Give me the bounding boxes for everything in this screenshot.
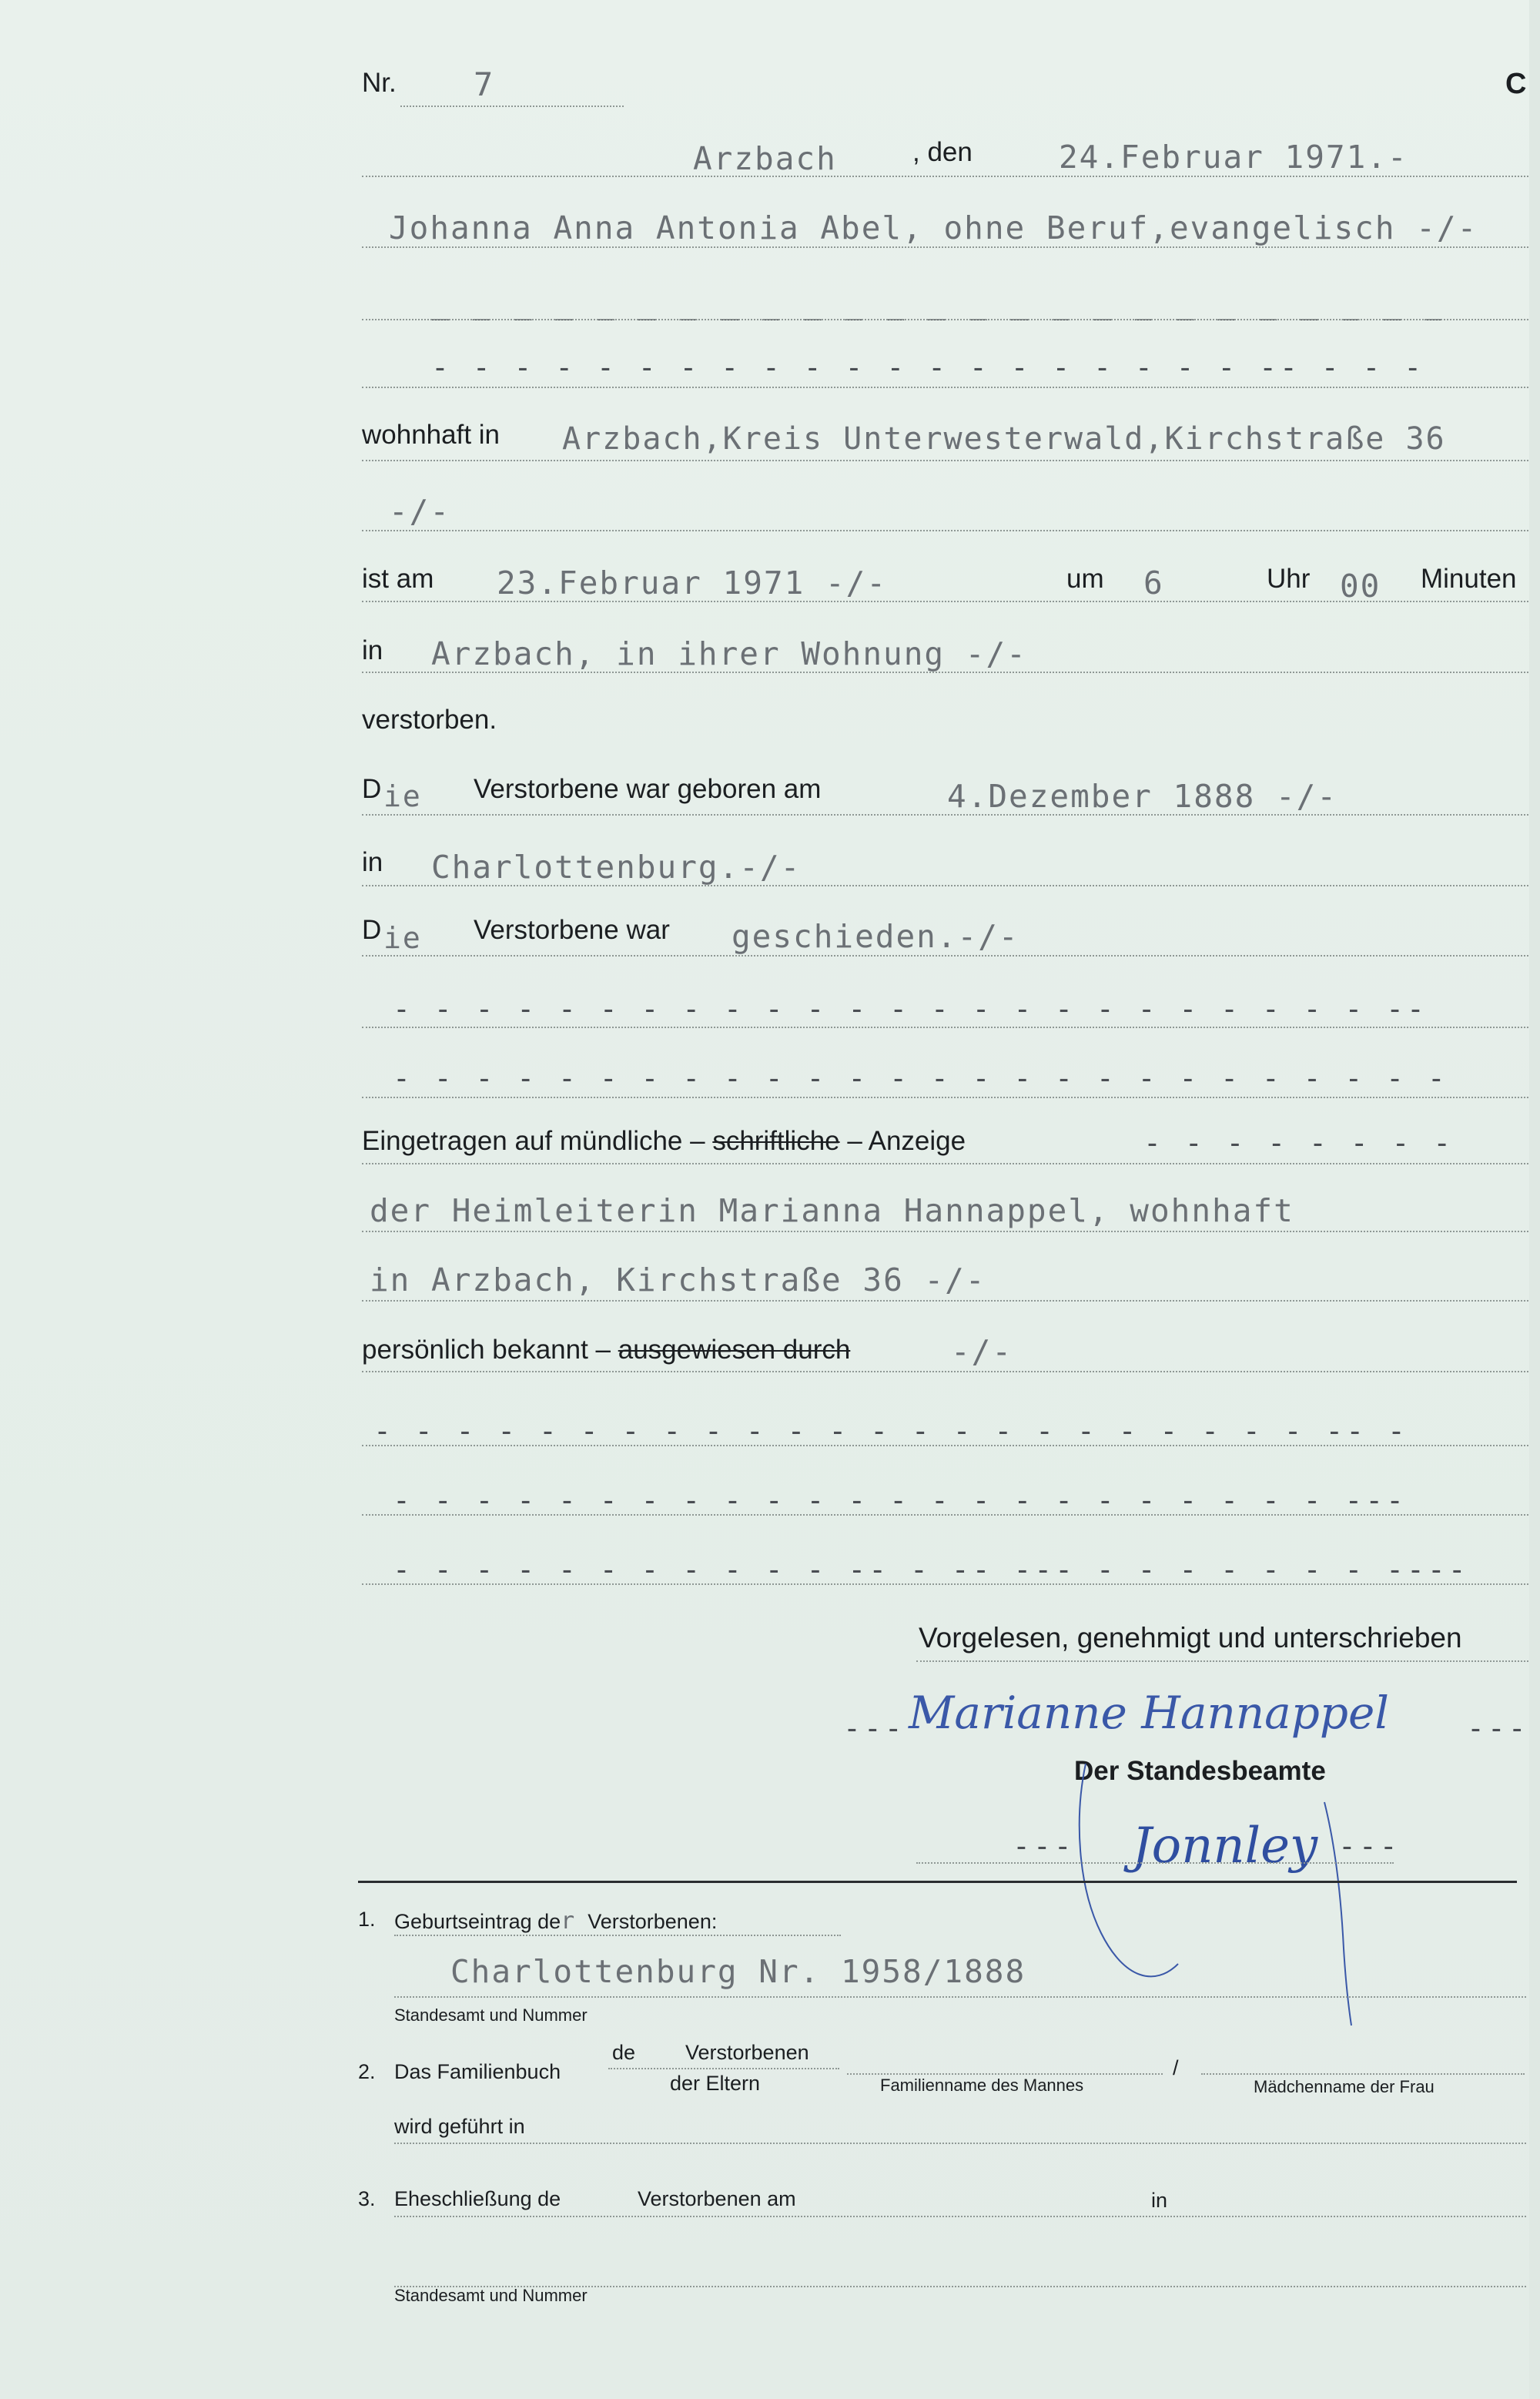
death-hour: 6 [1143,565,1164,601]
item2-mann-rule [847,2073,1163,2075]
item2-eltern: der Eltern [670,2072,761,2095]
residence-continued: -/- [389,493,451,530]
death-time-rule [362,601,1528,602]
place-of-record: Arzbach [693,140,837,177]
footer-separator [358,1881,1517,1883]
status-label: Verstorbene war [474,915,670,945]
item1-label-b: Verstorbenen: [588,1910,718,1933]
die2-prefix: D [362,915,382,945]
death-minutes: 00 [1340,568,1381,605]
item2-number: 2. [358,2060,376,2083]
filler-line-2: - - - - - - - - - - - - - - - - - - - - -- - - - [431,350,1425,384]
item2-mann: Familienname des Mannes [880,2076,1084,2095]
filler-line-4: - - - - - - - - - - - - - - - - - - - - - - - - - - [393,1061,1448,1095]
birth-registry-entry: Charlottenburg Nr. 1958/1888 [450,1953,1026,1990]
item3-number: 3. [358,2187,376,2210]
residence-rule [362,460,1528,461]
form-letter: C [1505,68,1527,100]
residence-rule-2 [362,530,1528,531]
deceased-name-line: Johanna Anna Antonia Abel, ohne Beruf,evangelisch -/- [389,209,1478,246]
page-edge [1529,0,1540,2399]
birth-place-rule [362,885,1528,886]
name-rule [362,246,1528,248]
item3-in: in [1151,2189,1168,2212]
filler-rule-2 [362,387,1528,388]
item3-caption: Standesamt und Nummer [394,2286,588,2305]
die-prefix: D [362,774,382,804]
bekannt-line [362,1335,850,1365]
filler-line-6: - - - - - - - - - - - - - - - - - - - - - - - --- [393,1483,1408,1517]
um-label: um [1066,564,1104,594]
born-label: Verstorbene war geboren am [474,774,822,804]
in-label: in [362,635,383,665]
official-dash-left: --- [1013,1829,1075,1863]
eingetragen-label: Eingetragen auf mündliche – [362,1126,713,1156]
marital-status: geschieden.-/- [732,918,1019,955]
death-date: 23.Februar 1971 -/- [497,565,887,601]
bekannt-rule [362,1371,1528,1372]
filler-line-5: - - - - - - - - - - - - - - - - - - - - - - - -- - [373,1414,1408,1448]
vorgelesen-text: Vorgelesen, genehmigt und unterschrieben [919,1622,1462,1654]
item2-slash: / [1173,2056,1179,2079]
item2-label: Das Familienbuch [394,2060,561,2083]
informant-line-2: in Arzbach, Kirchstraße 36 -/- [370,1261,986,1298]
den-label: , den [912,137,973,167]
filler-rule-7 [362,1583,1528,1585]
sig-dash-left: --- [843,1711,906,1745]
record-date: 24.Februar 1971.- [1059,139,1408,176]
item2-fraction-rule [608,2068,839,2069]
minuten-label: Minuten [1421,564,1517,594]
official-sig-rule [916,1862,1394,1864]
ist-am-label: ist am [362,564,434,594]
item2-frau-rule [1201,2073,1525,2075]
anzeige-filler: - - - - - - - - [1143,1126,1455,1160]
filler-line-7: - - - - - - - - - - - -- - -- --- - - - - - - - ---- [393,1553,1469,1586]
informant-signature: Marianne Hannappel [909,1687,1389,1739]
item3-rule [394,2216,1526,2217]
bekannt-value: -/- [951,1333,1013,1370]
informant-line-1: der Heimleiterin Marianna Hannappel, wohnhaft [370,1192,1294,1229]
item1-caption: Standesamt und Nummer [394,2005,588,2025]
informant-rule-2 [362,1300,1528,1302]
residence: Arzbach,Kreis Unterwesterwald,Kirchstraße 36 [562,421,1446,457]
ausgewiesen-struck: ausgewiesen durch [618,1335,851,1365]
death-place-rule [362,672,1528,673]
die2-suffix: ie [383,921,422,955]
item1-rule [394,1935,841,1936]
birth-date-rule [362,814,1528,816]
schriftliche-struck: schriftliche [712,1126,840,1156]
nr-label: Nr. [362,68,397,98]
die-suffix: ie [383,779,422,813]
item3-label-a: Eheschließung de [394,2187,561,2210]
filler-rule-1 [362,319,1528,320]
filler-line-1: _ _ _ _ _ _ _ _ _ _ _ _ _ _ _ _ _ _ _ _ _ _ _ _ _ [431,286,1446,320]
birth-place: Charlottenburg.-/- [431,849,802,886]
nr-rule [400,106,624,107]
item2-de: de [612,2041,636,2064]
item1-value-rule [394,1996,1526,1998]
item2-frau: Mädchenname der Frau [1254,2077,1435,2096]
verstorben-label: verstorben. [362,705,497,735]
date-rule [362,176,1528,177]
item3-label-b: Verstorbenen am [638,2187,796,2210]
birth-date: 4.Dezember 1888 -/- [947,778,1337,815]
standesbeamte-label: Der Standesbeamte [1074,1756,1326,1786]
status-rule [362,955,1528,957]
item1-label-a: Geburtseintrag de [394,1910,561,1933]
vorgelesen-rule [916,1660,1528,1662]
record-number: 7 [474,65,495,103]
item2-verstorbenen: Verstorbenen [685,2041,809,2064]
eingetragen-line [362,1126,966,1157]
wohnhaft-label: wohnhaft in [362,420,500,450]
informant-rule-1 [362,1231,1528,1232]
filler-rule-3 [362,1027,1528,1028]
filler-line-3: - - - - - - - - - - - - - - - - - - - - - - - - -- [393,992,1428,1026]
anzeige-rule [362,1163,1528,1164]
item2-gefuehrt-rule [394,2143,1526,2144]
official-dash-right: --- [1338,1829,1401,1863]
anzeige-label: – Anzeige [839,1126,966,1156]
signature-flourish [1070,1756,1363,2033]
filler-rule-4 [362,1097,1528,1098]
bekannt-label: persönlich bekannt – [362,1335,618,1365]
item1-label [394,1908,717,1935]
filler-rule-6 [362,1514,1528,1516]
item1-label-r: r [561,1908,577,1935]
item2-gefuehrt: wird geführt in [394,2115,525,2138]
official-signature: Jonnley [1132,1818,1318,1875]
birth-in-label: in [362,847,383,877]
item1-number: 1. [358,1908,376,1931]
death-place: Arzbach, in ihrer Wohnung -/- [431,635,1027,672]
uhr-label: Uhr [1267,564,1311,594]
filler-rule-5 [362,1445,1528,1446]
sig-dash-right: --- [1467,1711,1529,1745]
